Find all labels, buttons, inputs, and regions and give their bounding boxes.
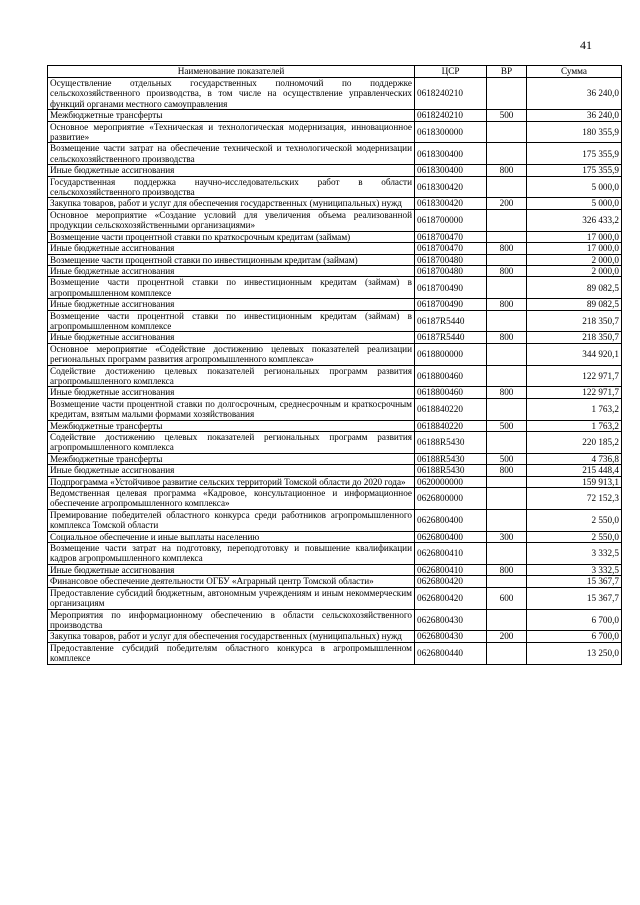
row-name-cell: Финансовое обеспечение деятельности ОГБУ «Аграрный центр Томской области» — [48, 576, 415, 587]
table-row — [48, 332, 622, 343]
table-row — [48, 277, 622, 299]
row-sum-cell: 2 550,0 — [527, 509, 622, 531]
header-csr: ЦСР — [415, 66, 487, 78]
row-csr-cell: 0626800000 — [415, 488, 487, 510]
table-row — [48, 453, 622, 464]
row-name-cell: Государственная поддержка научно-исследовательских работ в области сельскохозяйственного производства — [48, 176, 415, 198]
row-vr-cell: 500 — [487, 420, 527, 431]
row-vr-cell: 500 — [487, 453, 527, 464]
row-vr-cell — [487, 543, 527, 565]
row-vr-cell — [487, 254, 527, 265]
row-csr-cell: 0626800400 — [415, 531, 487, 542]
row-vr-cell — [487, 609, 527, 631]
row-name-cell: Закупка товаров, работ и услуг для обеспечения государственных (муниципальных) нужд — [48, 198, 415, 209]
row-name-cell: Иные бюджетные ассигнования — [48, 387, 415, 398]
table-row — [48, 243, 622, 254]
row-name-cell: Осуществление отдельных государственных полномочий по поддержке сельскохозяйственного производства, в том числе на осуществление управленческих функций органами местного самоуправления — [48, 78, 415, 110]
row-csr-cell: 0618300400 — [415, 143, 487, 165]
table-row — [48, 576, 622, 587]
table-row — [48, 78, 622, 110]
row-name-cell: Основное мероприятие «Создание условий для увеличения объема реализованной продукции сельскохозяйственными организациями» — [48, 209, 415, 231]
row-sum-cell: 89 082,5 — [527, 277, 622, 299]
table-row — [48, 310, 622, 332]
row-csr-cell: 0618700490 — [415, 277, 487, 299]
row-csr-cell: 0618300400 — [415, 165, 487, 176]
table-row — [48, 176, 622, 198]
row-csr-cell: 06187R5440 — [415, 310, 487, 332]
row-name-cell: Иные бюджетные ассигнования — [48, 465, 415, 476]
row-vr-cell: 800 — [487, 243, 527, 254]
row-sum-cell: 1 763,2 — [527, 420, 622, 431]
row-sum-cell: 5 000,0 — [527, 176, 622, 198]
row-name-cell: Возмещение части процентной ставки по инвестиционным кредитам (займам) в агропромышленном комплексе — [48, 277, 415, 299]
table-row — [48, 465, 622, 476]
row-sum-cell: 17 000,0 — [527, 243, 622, 254]
table-row — [48, 343, 622, 365]
table-row — [48, 476, 622, 487]
row-sum-cell: 17 000,0 — [527, 231, 622, 242]
table-row — [48, 231, 622, 242]
row-vr-cell — [487, 277, 527, 299]
row-name-cell: Предоставление субсидий бюджетным, автономным учреждениям и иным некоммерческим организациям — [48, 587, 415, 609]
row-csr-cell: 0618700490 — [415, 299, 487, 310]
row-sum-cell: 122 971,7 — [527, 365, 622, 387]
row-csr-cell: 06188R5430 — [415, 453, 487, 464]
row-csr-cell: 0618800460 — [415, 387, 487, 398]
row-vr-cell — [487, 176, 527, 198]
row-vr-cell: 800 — [487, 465, 527, 476]
row-sum-cell: 36 240,0 — [527, 110, 622, 121]
table-row — [48, 121, 622, 143]
row-sum-cell: 15 367,7 — [527, 587, 622, 609]
row-sum-cell: 3 332,5 — [527, 564, 622, 575]
row-sum-cell: 2 550,0 — [527, 531, 622, 542]
row-csr-cell: 0626800400 — [415, 509, 487, 531]
row-csr-cell: 0618700470 — [415, 231, 487, 242]
row-sum-cell: 3 332,5 — [527, 543, 622, 565]
row-name-cell: Возмещение части затрат на обеспечение технической и технологической модернизации сельскохозяйственного производства — [48, 143, 415, 165]
row-sum-cell: 175 355,9 — [527, 143, 622, 165]
row-name-cell: Возмещение части процентной ставки по инвестиционным кредитам (займам) в агропромышленном комплексе — [48, 310, 415, 332]
row-sum-cell: 1 763,2 — [527, 398, 622, 420]
page-number: 41 — [580, 38, 592, 52]
row-name-cell: Премирование победителей областного конкурса среди работников агропромышленного комплекса Томской области — [48, 509, 415, 531]
row-vr-cell: 800 — [487, 265, 527, 276]
table-row — [48, 642, 622, 664]
row-vr-cell: 600 — [487, 587, 527, 609]
table-row — [48, 531, 622, 542]
table-row — [48, 631, 622, 642]
row-name-cell: Иные бюджетные ассигнования — [48, 165, 415, 176]
row-vr-cell: 500 — [487, 110, 527, 121]
row-sum-cell: 89 082,5 — [527, 299, 622, 310]
row-name-cell: Иные бюджетные ассигнования — [48, 299, 415, 310]
row-sum-cell: 5 000,0 — [527, 198, 622, 209]
row-vr-cell — [487, 78, 527, 110]
table-row — [48, 209, 622, 231]
row-sum-cell: 215 448,4 — [527, 465, 622, 476]
row-csr-cell: 06187R5440 — [415, 332, 487, 343]
table-row — [48, 543, 622, 565]
table-row — [48, 387, 622, 398]
row-name-cell: Иные бюджетные ассигнования — [48, 564, 415, 575]
row-name-cell: Мероприятия по информационному обеспечению в области сельскохозяйственного производства — [48, 609, 415, 631]
table-row — [48, 265, 622, 276]
row-csr-cell: 0626800420 — [415, 576, 487, 587]
row-vr-cell — [487, 143, 527, 165]
budget-table — [47, 65, 622, 665]
row-name-cell: Межбюджетные трансферты — [48, 420, 415, 431]
row-csr-cell: 0618240210 — [415, 110, 487, 121]
header-vr: ВР — [487, 66, 527, 78]
row-name-cell: Основное мероприятие «Техническая и технологическая модернизация, инновационное развитие» — [48, 121, 415, 143]
header-sum: Сумма — [527, 66, 622, 78]
row-vr-cell — [487, 398, 527, 420]
row-vr-cell: 800 — [487, 332, 527, 343]
row-name-cell: Подпрограмма «Устойчивое развитие сельских территорий Томской области до 2020 года» — [48, 476, 415, 487]
row-csr-cell: 0618300420 — [415, 198, 487, 209]
row-csr-cell: 0618700000 — [415, 209, 487, 231]
row-sum-cell: 6 700,0 — [527, 609, 622, 631]
row-name-cell: Иные бюджетные ассигнования — [48, 332, 415, 343]
row-name-cell: Предоставление субсидий победителям областного конкурса в агропромышленном комплексе — [48, 642, 415, 664]
row-csr-cell: 0618800000 — [415, 343, 487, 365]
table-row — [48, 420, 622, 431]
row-name-cell: Межбюджетные трансферты — [48, 110, 415, 121]
header-name: Наименование показателей — [48, 66, 415, 78]
row-csr-cell: 0620000000 — [415, 476, 487, 487]
row-name-cell: Возмещение части процентной ставки по долгосрочным, среднесрочным и краткосрочным кредитам, взятым малыми формами хозяйствования — [48, 398, 415, 420]
table-row — [48, 110, 622, 121]
row-sum-cell: 15 367,7 — [527, 576, 622, 587]
row-sum-cell: 175 355,9 — [527, 165, 622, 176]
row-name-cell: Возмещение части процентной ставки по инвестиционным кредитам (займам) — [48, 254, 415, 265]
row-vr-cell — [487, 642, 527, 664]
row-sum-cell: 218 350,7 — [527, 332, 622, 343]
row-vr-cell: 800 — [487, 299, 527, 310]
table-row — [48, 299, 622, 310]
table-row — [48, 398, 622, 420]
table-header-row — [48, 66, 622, 78]
row-sum-cell: 13 250,0 — [527, 642, 622, 664]
row-name-cell: Возмещение части затрат на подготовку, переподготовку и повышение квалификации кадров агропромышленного комплекса — [48, 543, 415, 565]
table-row — [48, 365, 622, 387]
table-row — [48, 143, 622, 165]
row-name-cell: Социальное обеспечение и иные выплаты населению — [48, 531, 415, 542]
row-name-cell: Закупка товаров, работ и услуг для обеспечения государственных (муниципальных) нужд — [48, 631, 415, 642]
row-sum-cell: 6 700,0 — [527, 631, 622, 642]
row-vr-cell — [487, 509, 527, 531]
row-vr-cell: 200 — [487, 631, 527, 642]
row-csr-cell: 0626800430 — [415, 631, 487, 642]
table-row — [48, 432, 622, 454]
row-name-cell: Иные бюджетные ассигнования — [48, 265, 415, 276]
row-csr-cell: 06188R5430 — [415, 432, 487, 454]
table-row — [48, 254, 622, 265]
row-csr-cell: 06188R5430 — [415, 465, 487, 476]
row-sum-cell: 344 920,1 — [527, 343, 622, 365]
row-csr-cell: 0618300420 — [415, 176, 487, 198]
row-vr-cell — [487, 432, 527, 454]
table-row — [48, 198, 622, 209]
row-sum-cell: 36 240,0 — [527, 78, 622, 110]
row-vr-cell: 800 — [487, 564, 527, 575]
table-row — [48, 587, 622, 609]
row-name-cell: Основное мероприятие «Содействие достижению целевых показателей реализации региональных программ развития агропромышленного комплекса» — [48, 343, 415, 365]
row-vr-cell — [487, 310, 527, 332]
row-csr-cell: 0626800420 — [415, 587, 487, 609]
row-name-cell: Межбюджетные трансферты — [48, 453, 415, 464]
row-vr-cell — [487, 121, 527, 143]
row-vr-cell: 200 — [487, 198, 527, 209]
row-vr-cell: 300 — [487, 531, 527, 542]
row-name-cell: Содействие достижению целевых показателей региональных программ развития агропромышленного комплекса — [48, 365, 415, 387]
row-vr-cell: 800 — [487, 387, 527, 398]
table-row — [48, 509, 622, 531]
row-vr-cell — [487, 343, 527, 365]
row-csr-cell: 0626800440 — [415, 642, 487, 664]
table-row — [48, 488, 622, 510]
row-name-cell: Содействие достижению целевых показателей региональных программ развития агропромышленного комплекса — [48, 432, 415, 454]
row-name-cell: Иные бюджетные ассигнования — [48, 243, 415, 254]
row-csr-cell: 0618700480 — [415, 265, 487, 276]
row-csr-cell: 0618840220 — [415, 398, 487, 420]
row-vr-cell — [487, 231, 527, 242]
row-csr-cell: 0618800460 — [415, 365, 487, 387]
row-sum-cell: 122 971,7 — [527, 387, 622, 398]
row-vr-cell — [487, 576, 527, 587]
row-sum-cell: 2 000,0 — [527, 265, 622, 276]
row-csr-cell: 0626800430 — [415, 609, 487, 631]
table-row — [48, 165, 622, 176]
row-csr-cell: 0626800410 — [415, 564, 487, 575]
row-vr-cell — [487, 209, 527, 231]
row-vr-cell: 800 — [487, 165, 527, 176]
row-csr-cell: 0618840220 — [415, 420, 487, 431]
row-sum-cell: 4 736,8 — [527, 453, 622, 464]
row-csr-cell: 0618240210 — [415, 78, 487, 110]
row-csr-cell: 0618700470 — [415, 243, 487, 254]
row-csr-cell: 0618300000 — [415, 121, 487, 143]
row-sum-cell: 220 185,2 — [527, 432, 622, 454]
table-body — [48, 78, 622, 665]
row-name-cell: Возмещение части процентной ставки по краткосрочным кредитам (займам) — [48, 231, 415, 242]
table-row — [48, 564, 622, 575]
row-sum-cell: 159 913,1 — [527, 476, 622, 487]
row-vr-cell — [487, 488, 527, 510]
row-sum-cell: 326 433,2 — [527, 209, 622, 231]
row-vr-cell — [487, 365, 527, 387]
row-sum-cell: 72 152,3 — [527, 488, 622, 510]
row-vr-cell — [487, 476, 527, 487]
row-name-cell: Ведомственная целевая программа «Кадровое, консультационное и информационное обеспечение агропромышленного комплекса» — [48, 488, 415, 510]
row-csr-cell: 0618700480 — [415, 254, 487, 265]
row-sum-cell: 2 000,0 — [527, 254, 622, 265]
table-row — [48, 609, 622, 631]
row-sum-cell: 180 355,9 — [527, 121, 622, 143]
row-sum-cell: 218 350,7 — [527, 310, 622, 332]
row-csr-cell: 0626800410 — [415, 543, 487, 565]
